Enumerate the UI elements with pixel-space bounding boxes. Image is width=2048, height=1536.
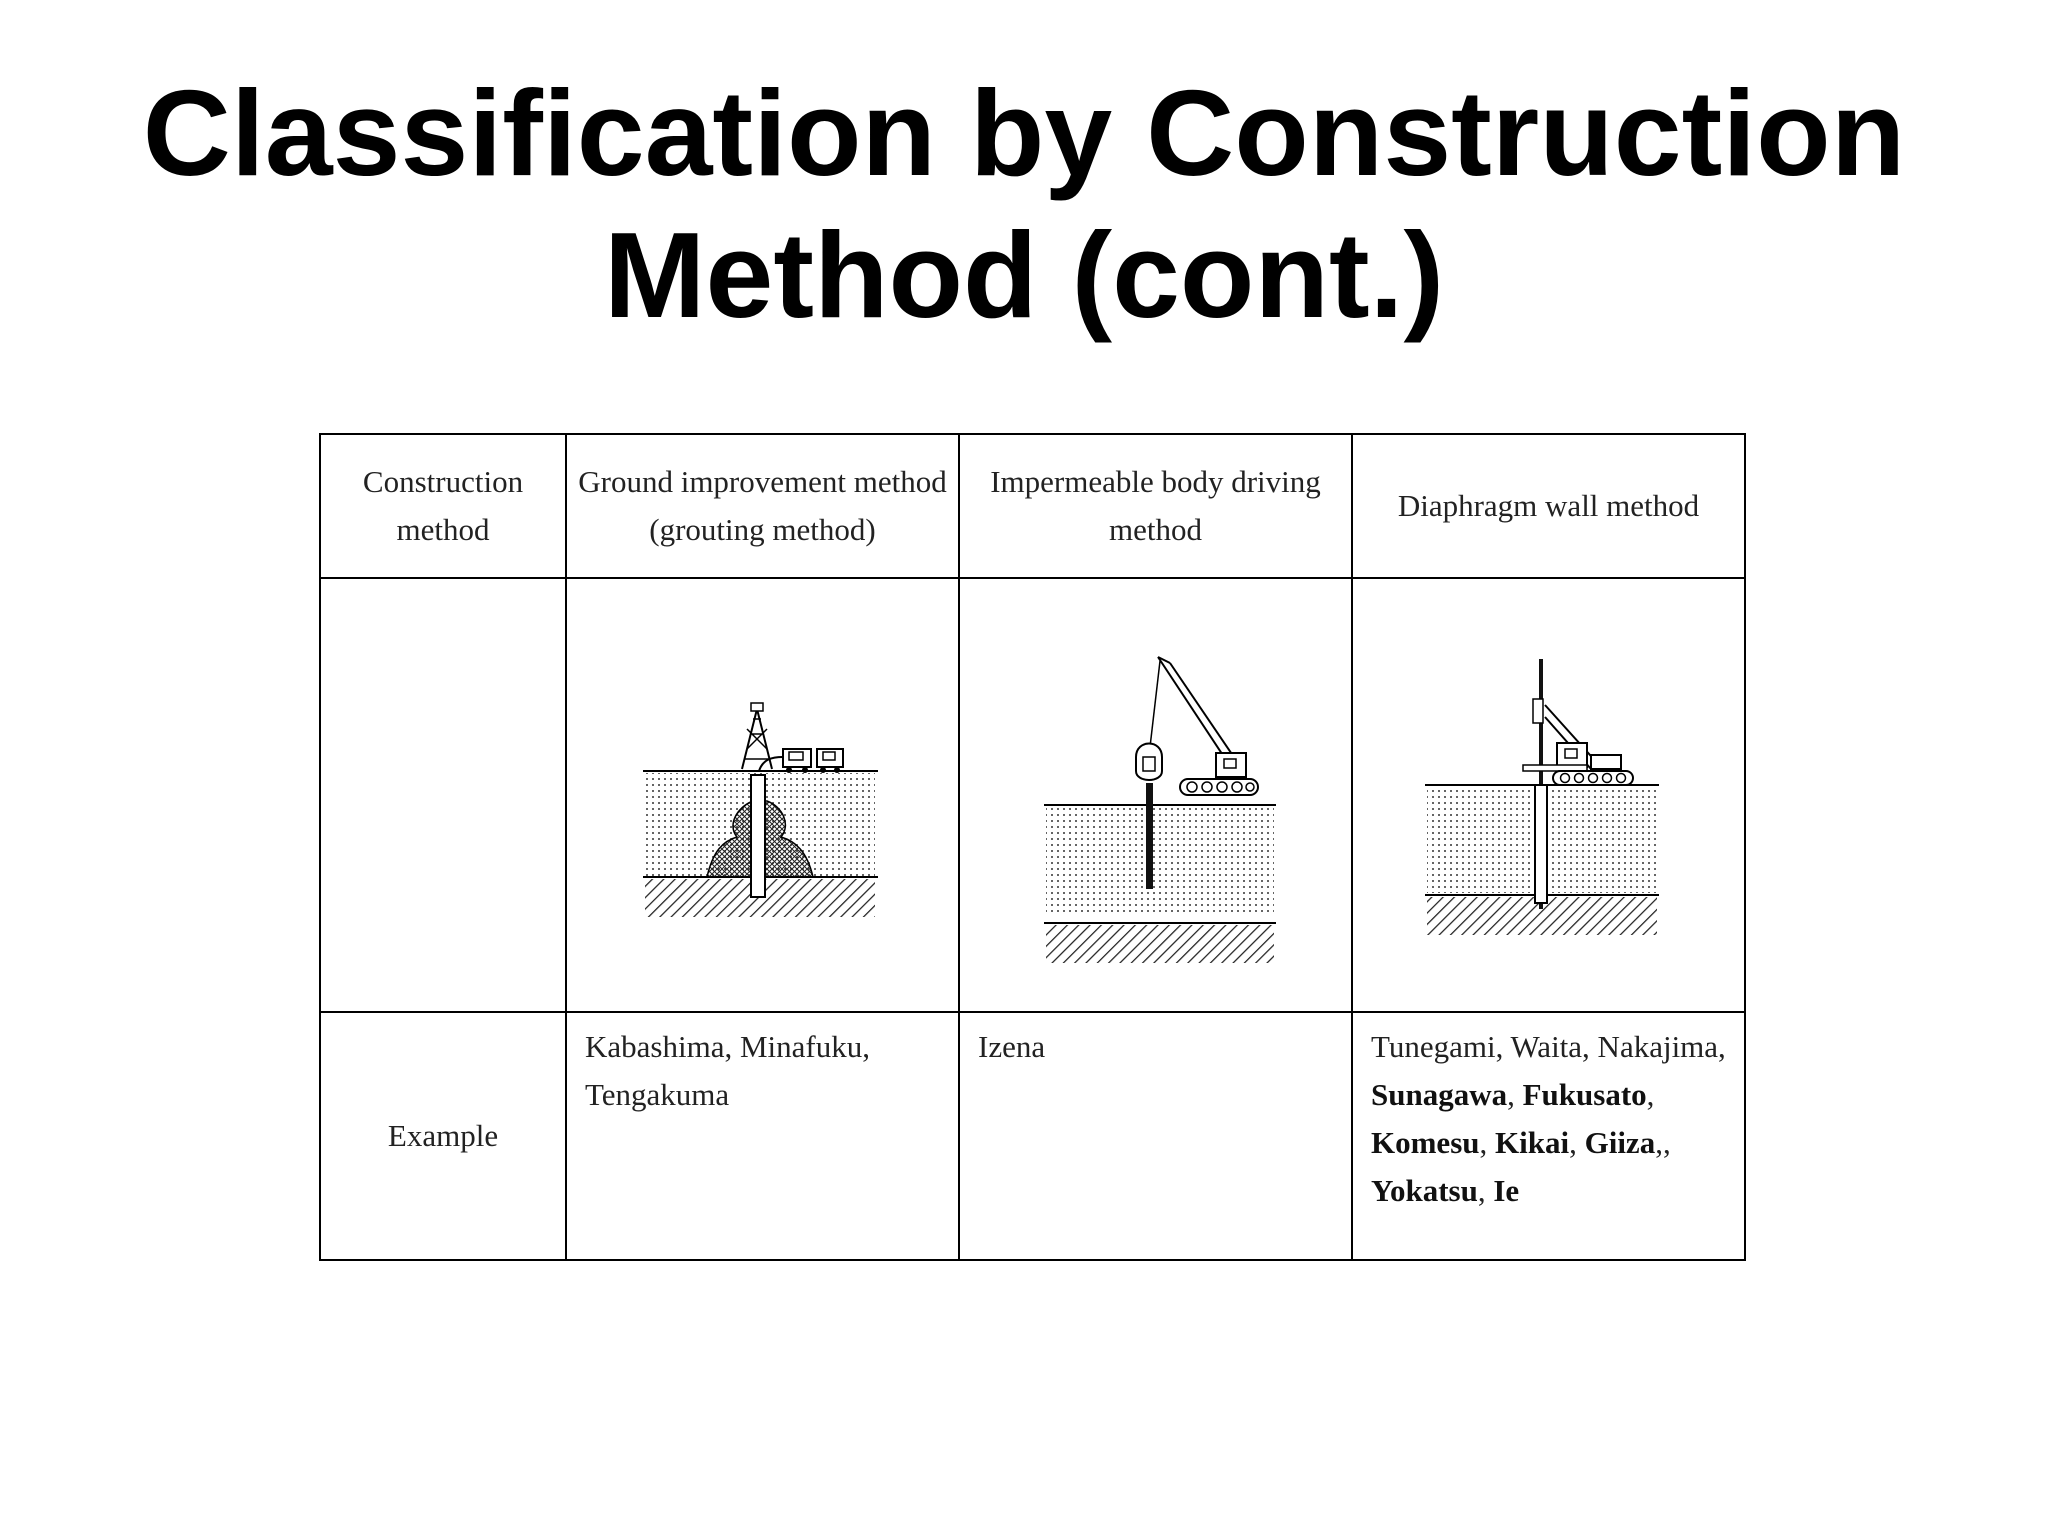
impermeable-illustration-cell	[959, 578, 1352, 1012]
diaphragm-wall-illustration	[1353, 579, 1744, 1011]
example-diaphragm-plain: Tunegami, Waita, Nakajima,	[1371, 1029, 1726, 1064]
slide-title: Classification by Construction Method (cont.)	[142, 65, 1906, 343]
example-diaphragm: Tunegami, Waita, Nakajima, Sunagawa, Fukusato, Komesu, Kikai, Giiza,, Yokatsu, Ie	[1352, 1012, 1745, 1260]
example-bold-komesu: Komesu	[1371, 1125, 1480, 1160]
impermeable-body-illustration	[960, 579, 1351, 1011]
header-construction-method: Construction method	[320, 434, 566, 578]
header-grouting-method: Ground improvement method (grouting method)	[566, 434, 959, 578]
example-bold-giiza: Giiza	[1584, 1125, 1656, 1160]
grouting-method-illustration	[567, 579, 958, 1011]
diaphragm-illustration-cell	[1352, 578, 1745, 1012]
classification-table	[319, 433, 1746, 1261]
empty-label-cell	[320, 578, 566, 1012]
grouting-illustration-cell	[566, 578, 959, 1012]
example-bold-kikai: Kikai	[1495, 1125, 1570, 1160]
example-bold-ie: Ie	[1493, 1173, 1520, 1208]
example-label: Example	[320, 1012, 566, 1260]
example-bold-sunagawa: Sunagawa	[1371, 1077, 1508, 1112]
example-impermeable: Izena	[959, 1012, 1352, 1260]
header-row	[320, 434, 1745, 578]
illustration-row	[320, 578, 1745, 1012]
header-diaphragm-wall: Diaphragm wall method	[1352, 434, 1745, 578]
header-impermeable-body: Impermeable body driving method	[959, 434, 1352, 578]
example-bold-yokatsu: Yokatsu	[1371, 1173, 1478, 1208]
example-bold-fukusato: Fukusato	[1522, 1077, 1647, 1112]
example-grouting: Kabashima, Minafuku, Tengakuma	[566, 1012, 959, 1260]
examples-row	[320, 1012, 1745, 1260]
